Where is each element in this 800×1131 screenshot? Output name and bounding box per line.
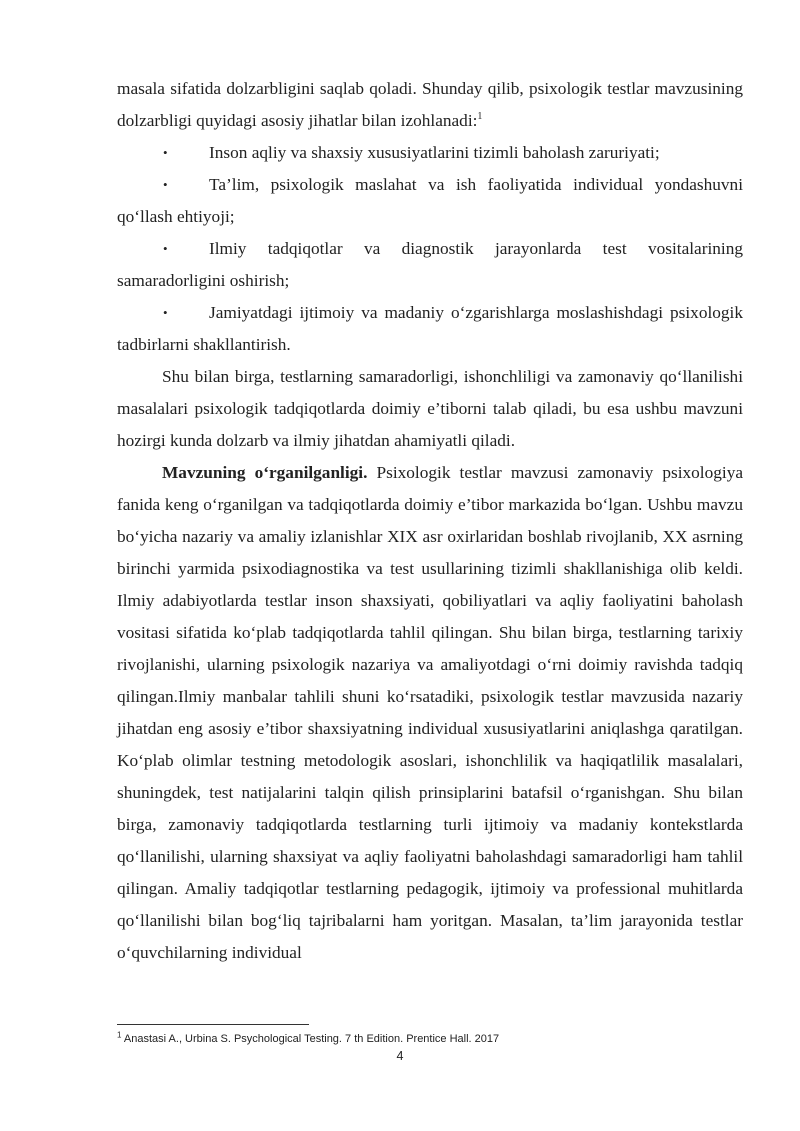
footnote-divider bbox=[117, 1024, 309, 1025]
bullet-text: Ta’lim, psixologik maslahat va ish faoliyatida individual yondashuvni qo‘llash ehtiyoji; bbox=[117, 175, 743, 226]
bullet-item bbox=[117, 233, 743, 297]
bullet-icon: • bbox=[163, 305, 168, 320]
section-heading: Mavzuning o‘rganilganligi. bbox=[162, 463, 368, 482]
paragraph: Shu bilan birga, testlarning samaradorligi, ishonchliligi va zamonaviy qo‘llanilishi masalalari psixologik tadqiqotlarda doimiy e’tiborni talab qiladi, bu esa ushbu mavzuni hozirgi kunda dolzarb va ilmiy jihatdan ahamiyatli qiladi. bbox=[117, 367, 743, 450]
bullet-icon: • bbox=[163, 177, 168, 192]
footnote bbox=[117, 1032, 743, 1046]
intro-paragraph bbox=[117, 73, 743, 137]
bullet-text: Ilmiy tadqiqotlar va diagnostik jarayonlarda test vositalarining samaradorligini oshirish; bbox=[117, 239, 743, 290]
bullet-icon: • bbox=[163, 145, 168, 160]
section-text: Psixologik testlar mavzusi zamonaviy psixologiya fanida keng o‘rganilgan va tadqiqotlarda doimiy e’tibor markazida bo‘lgan. Ushbu mavzu bo‘yicha nazariy va amaliy izlanishlar XIX asr oxirlaridan boshlab rivojlanib, XX asrning birinchi yarmida psixodiagnostika va test usullarining tizimli shakllanishiga olib keldi. Ilmiy adabiyotlarda testlar inson shaxsiyati, qobiliyatlari va aqliy faoliyatini baholash vositasi sifatida ko‘plab tadqiqotlarda tahlil qilingan. Shu bilan birga, testlarning tarixiy rivojlanishi, ularning psixologik nazariya va amaliyotdagi o‘rni doimiy ravishda tadqiq qilingan.Ilmiy manbalar tahlili shuni ko‘rsatadiki, psixologik testlar mavzusida nazariy jihatdan eng asosiy e’tibor shaxsiyatning individual xususiyatlarini aniqlashga qaratilgan. Ko‘plab olimlar testning metodologik asoslari, ishonchlilik va haqiqatlilik masalalari, shuningdek, test natijalarini talqin qilish prinsiplarini batafsil o‘rganishgan. Shu bilan birga, zamonaviy tadqiqotlarda testlarning turli ijtimoiy va madaniy kontekstlarda qo‘llanilishi, ularning shaxsiyat va aqliy faoliyatni baholashdagi samaradorligi ham tahlil qilingan. Amaliy tadqiqotlar testlarning pedagogik, ijtimoiy va professional muhitlarda qo‘llanilishi bilan bog‘liq tajribalarni ham yoritgan. Masalan, ta’lim jarayonida testlar o‘quvchilarning individual bbox=[117, 463, 744, 962]
bullet-icon: • bbox=[163, 241, 168, 256]
intro-text: masala sifatida dolzarbligini saqlab qoladi. Shunday qilib, psixologik testlar mavzusining dolzarbligi quyidagi asosiy jihatlar bilan izohlanadi: bbox=[117, 79, 743, 130]
bullet-text: Inson aqliy va shaxsiy xususiyatlarini tizimli baholash zaruriyati; bbox=[209, 143, 660, 162]
bullet-item bbox=[117, 137, 743, 169]
footnote-text: Anastasi A., Urbina S. Psychological Testing. 7 th Edition. Prentice Hall. 2017 bbox=[123, 1033, 500, 1045]
page-number: 4 bbox=[396, 1049, 404, 1063]
footnote-marker: 1 bbox=[117, 1030, 122, 1040]
footnote-reference: 1 bbox=[477, 111, 483, 123]
section-paragraph bbox=[117, 457, 743, 969]
bullet-item bbox=[117, 297, 743, 361]
bullet-item bbox=[117, 169, 743, 233]
bullet-text: Jamiyatdagi ijtimoiy va madaniy o‘zgarishlarga moslashishdagi psixologik tadbirlarni shakllantirish. bbox=[117, 303, 743, 354]
body-text bbox=[117, 73, 743, 969]
